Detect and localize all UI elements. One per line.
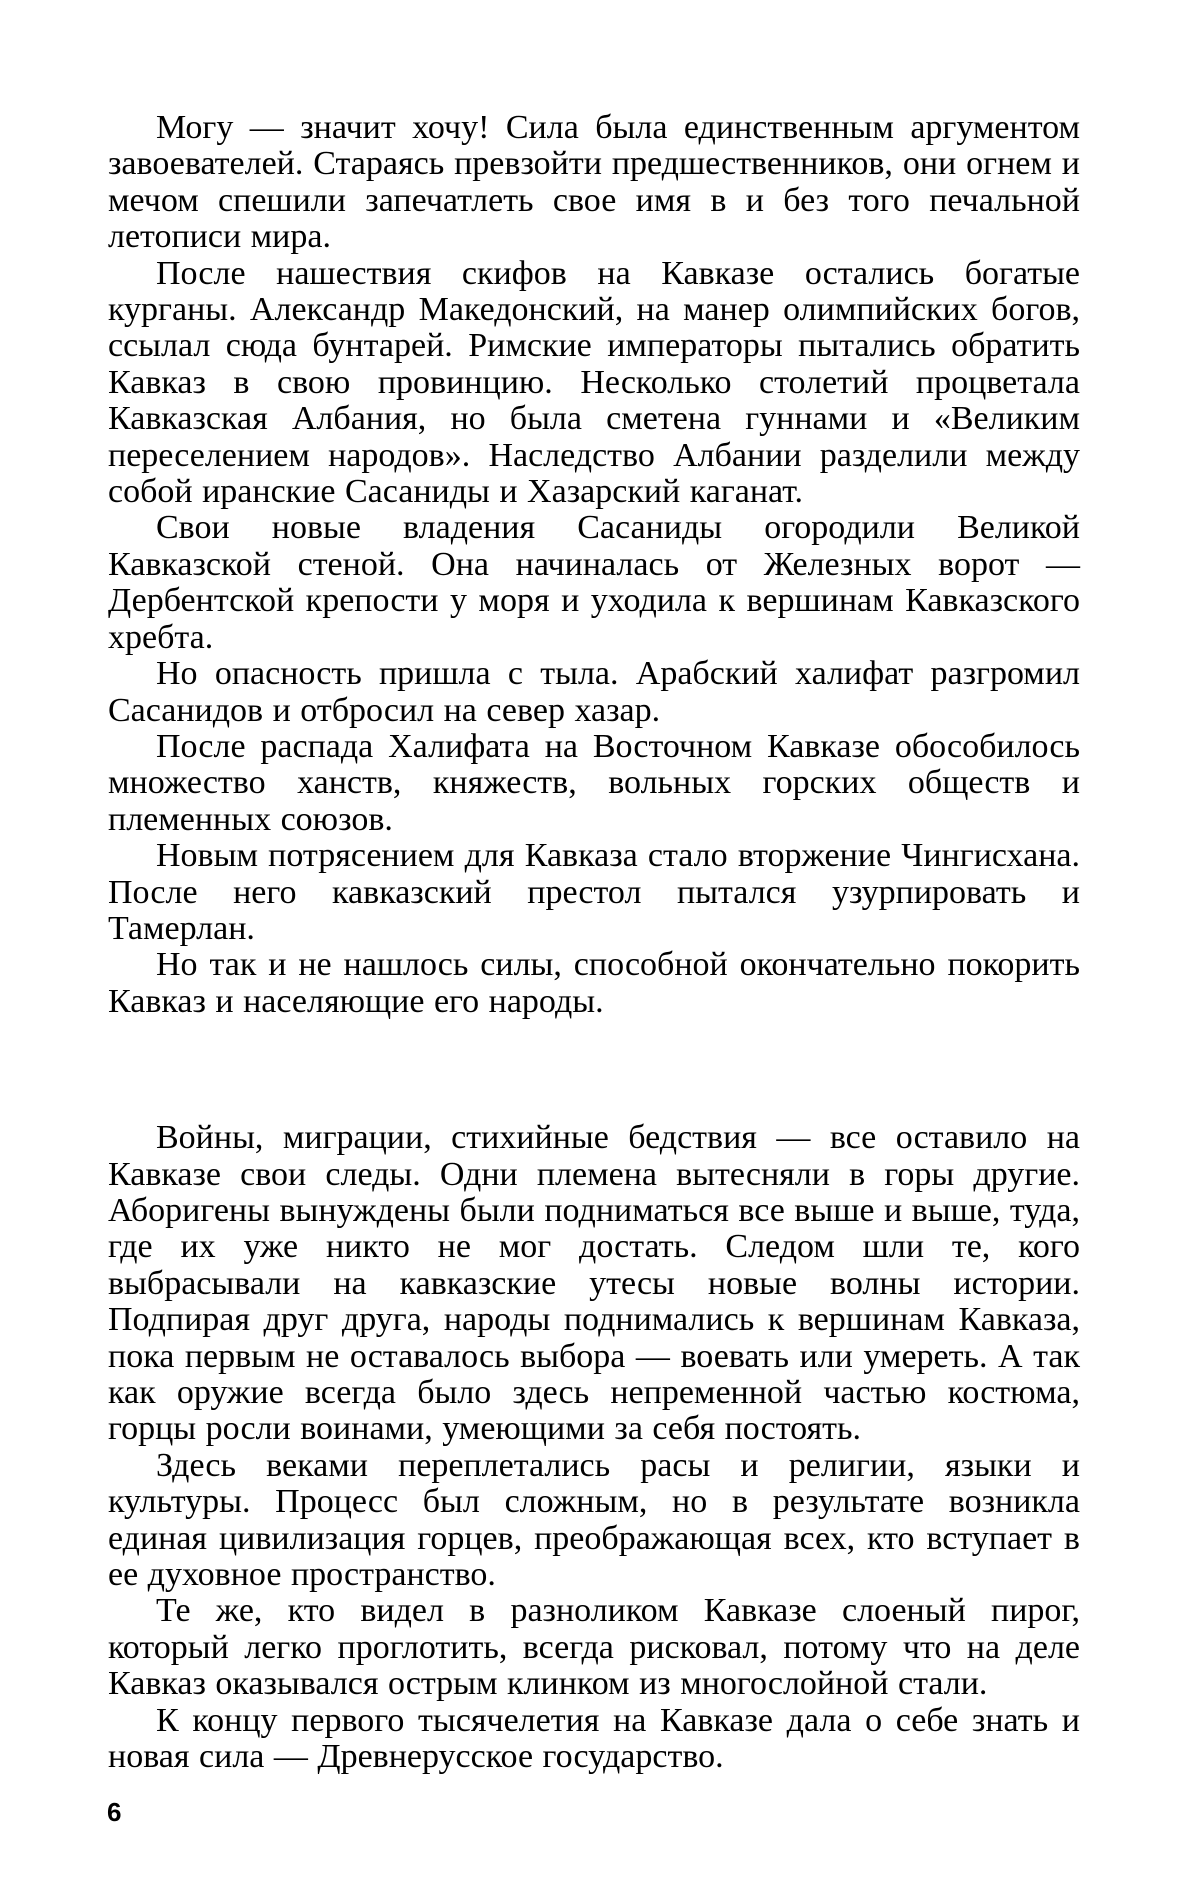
paragraph: Но так и не нашлось силы, способной окончательно покорить Кавказ и населяющие его народы. [108,946,1080,1020]
paragraph: После распада Халифата на Восточном Кавказе обособилось множество ханств, княжеств, вольных горских обществ и племенных союзов. [108,727,1080,838]
paragraph: Могу — значит хочу! Сила была единственным аргументом завоевателей. Стараясь превзойти предшественников, они огнем и мечом спешили запечатлеть свое имя в и без того печальной летописи мира. [108,109,1080,256]
paragraph: После нашествия скифов на Кавказе остались богатые курганы. Александр Македонский, на манер олимпийских богов, ссылал сюда бунтарей. Римские императоры пытались обратить Кавказ в свою провинцию. Несколько столетий процветала Кавказская Албания, но была сметена гуннами и «Великим переселением народов». Наследство Албании разделили между собой иранские Сасаниды и Хазарский каганат. [108,254,1080,511]
text-section-2 [108,1120,1080,1775]
paragraph: Войны, миграции, стихийные бедствия — все оставило на Кавказе свои следы. Одни племена вытесняли в горы другие. Аборигены вынуждены были подниматься все выше и выше, туда, где их уже никто не мог достать. Следом шли те, кого выбрасывали на кавказские утесы новые волны истории. Подпирая друг друга, народы поднимались к вершинам Кавказа, пока первым не оставалось выбора — воевать или умереть. А так как оружие всегда было здесь непременной частью костюма, горцы росли воинами, умеющими за себя постоять. [108,1119,1080,1448]
paragraph: Новым потрясением для Кавказа стало вторжение Чингисхана. После него кавказский престол пытался узурпировать и Тамерлан. [108,837,1080,947]
paragraph: К концу первого тысячелетия на Кавказе дала о себе знать и новая сила — Древнерусское государство. [108,1701,1080,1776]
paragraph: Но опасность пришла с тыла. Арабский халифат разгромил Сасанидов и отбросил на север хазар. [108,655,1080,729]
paragraph: Те же, кто видел в разноликом Кавказе слоеный пирог, который легко проглотить, всегда рисковал, потому что на деле Кавказ оказывался острым клинком из многослойной стали. [108,1592,1080,1703]
page-body [108,110,1080,1775]
text-section-1 [108,110,1080,1020]
paragraph: Свои новые владения Сасаниды огородили Великой Кавказской стеной. Она начиналась от Железных ворот — Дербентской крепости у моря и уходила к вершинам Кавказского хребта. [108,509,1080,656]
paragraph: Здесь веками переплетались расы и религии, языки и культуры. Процесс был сложным, но в результате возникла единая цивилизация горцев, преображающая всех, кто вступает в ее духовное пространство. [108,1446,1080,1594]
page-number: 6 [107,1797,122,1827]
